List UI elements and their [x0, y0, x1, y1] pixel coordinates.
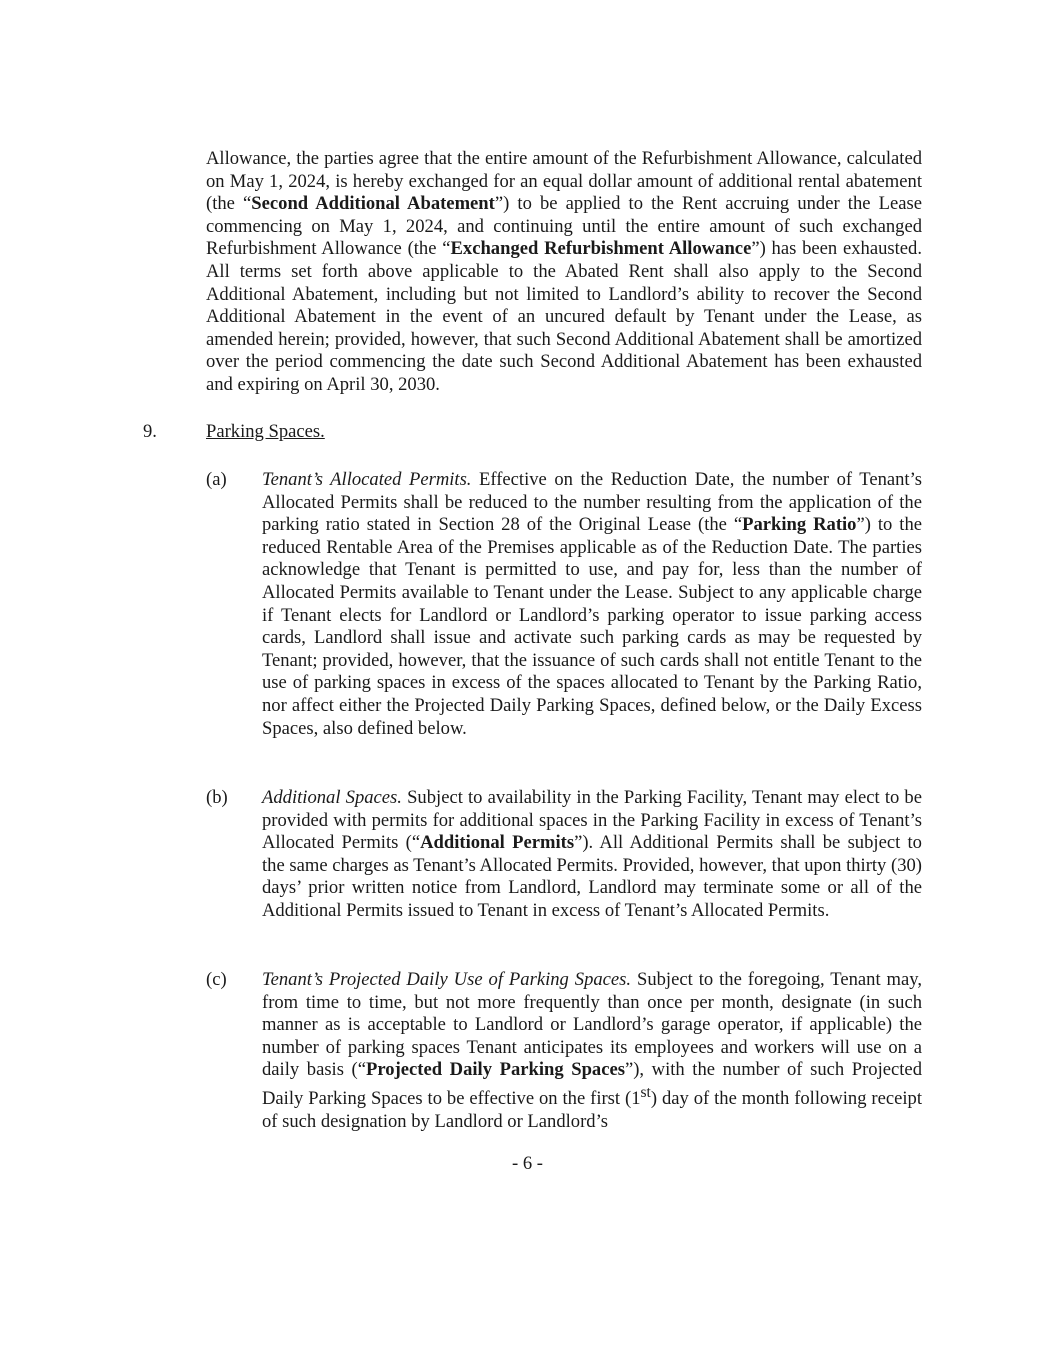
section-number: 9. [143, 421, 157, 442]
section-title: Parking Spaces. [206, 421, 325, 442]
subsection-b [206, 787, 922, 923]
defined-term-parking-ratio: Parking Ratio [742, 514, 857, 536]
subsection-body [262, 787, 922, 923]
ordinal-superscript: st [640, 1083, 651, 1101]
subsection-text: ”) to the reduced Rentable Area of the Premises applicable as of the Reduction Date. The parties acknowledge that Tenant is permitted to use, and pay for, less than the number of Allocated Permits available to Tenant under the Lease. Subject to any applicable charge if Tenant elects for Landlord or Landlord’s parking operator to issue parking access cards, Landlord shall issue and activate such parking cards as may be requested by Tenant; provided, however, that the issuance of such cards shall not entitle Tenant to the use of parking spaces in excess of the spaces allocated to Tenant by the Parking Ratio, nor affect either the Projected Daily Parking Spaces, defined below, or the Daily Excess Spaces, also defined below. [262, 514, 922, 739]
subsection-label: (a) [206, 469, 227, 490]
subsection-heading: Tenant’s Allocated Permits. [262, 469, 472, 490]
subsection-text: ”). All Additional Permits shall be subject to the same charges as Tenant’s Allocated Permits. Provided, however, that upon thirty (30) days’ prior written notice from Landlord, Landlord may terminate some or all of the Additional Permits issued to Tenant in excess of Tenant’s Allocated Permits. [262, 832, 922, 921]
defined-term-exchanged-refurbishment-allowance: Exchanged Refurbishment Allowance [450, 238, 752, 260]
defined-term-projected-daily-parking-spaces: Projected Daily Parking Spaces [366, 1059, 625, 1081]
subsection-heading: Tenant’s Projected Daily Use of Parking Spaces. [262, 969, 632, 990]
defined-term-additional-permits: Additional Permits [420, 832, 575, 854]
subsection-text: Effective on the Reduction Date, the number of Tenant’s Allocated Permits shall be reduced to the number resulting from the application of the parking ratio stated in Section 28 of the Original Lease (the “ [262, 469, 922, 536]
subsection-a [206, 469, 922, 740]
subsection-heading: Additional Spaces. [262, 787, 402, 808]
subsection-label: (c) [206, 969, 227, 990]
paragraph-text: ”) to be applied to the Rent accruing under the Lease commencing on May 1, 2024, and continuing until the entire amount of such exchanged Refurbishment Allowance (the “ [206, 193, 922, 260]
opening-paragraph [206, 148, 922, 397]
subsection-text: ”), with the number of such Projected Daily Parking Spaces to be effective on the first (1 [262, 1059, 922, 1110]
subsection-text: Subject to availability in the Parking Facility, Tenant may elect to be provided with permits for additional spaces in the Parking Facility in excess of Tenant’s Allocated Permits (“ [262, 787, 922, 854]
paragraph-text: Allowance, the parties agree that the entire amount of the Refurbishment Allowance, calculated on May 1, 2024, is hereby exchanged for an equal dollar amount of additional rental abatement (the “ [206, 148, 922, 215]
defined-term-second-additional-abatement: Second Additional Abatement [251, 193, 495, 215]
subsection-label: (b) [206, 787, 228, 808]
subsection-text: Subject to the foregoing, Tenant may, from time to time, but not more frequently than once per month, designate (in such manner as is acceptable to Landlord or Landlord’s garage operator, if applicable) the number of parking spaces Tenant anticipates its employees and workers will use on a daily basis (“ [262, 969, 923, 1081]
subsection-c [206, 969, 922, 1133]
subsection-text: ) day of the month following receipt of such designation by Landlord or Landlord’s [262, 1088, 922, 1132]
subsection-body [262, 469, 922, 740]
paragraph-text: ”) has been exhausted. All terms set forth above applicable to the Abated Rent shall also apply to the Second Additional Abatement, including but not limited to Landlord’s ability to recover the Second Additional Abatement in the event of an uncured default by Tenant under the Lease, as amended herein; provided, however, that such Second Additional Abatement shall be amortized over the period commencing the date such Second Additional Abatement has been exhausted and expiring on April 30, 2030. [206, 238, 922, 395]
page-number: - 6 - [512, 1153, 543, 1174]
subsection-body [262, 969, 922, 1133]
